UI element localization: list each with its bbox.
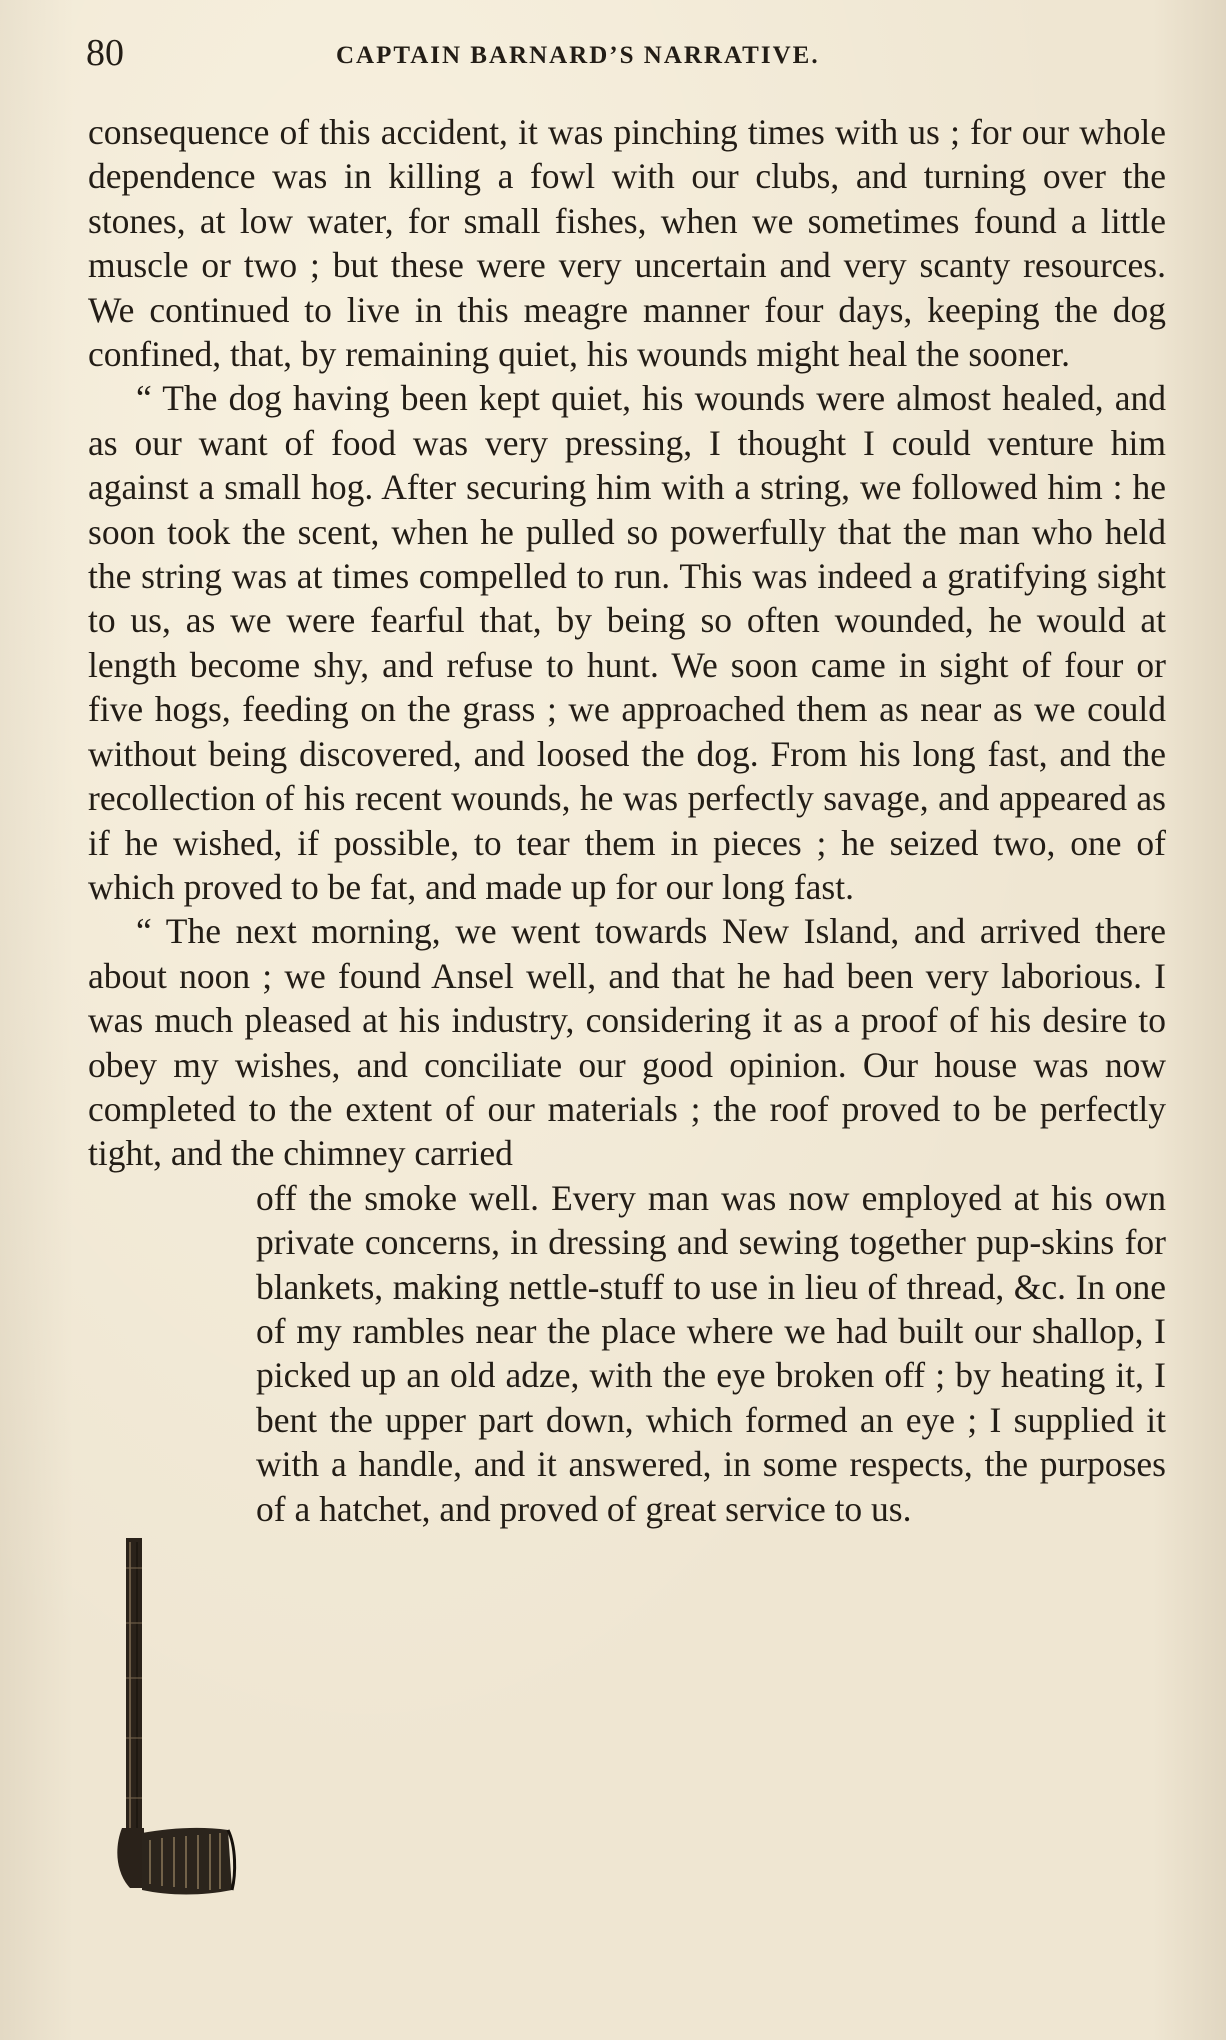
hatchet-illustration xyxy=(110,1528,240,1918)
paragraph-2: “ The dog having been kept quiet, his wounds were almost healed, and as our want of food was very pressing, I thought I could venture him against a small hog. After securing him with a string, we followed him : he soon took the scent, when he pulled so powerfully that the man who held the string was at times compelled to run. This was indeed a gratifying sight to us, as we were fearful that, by being so often wounded, he would at length become shy, and refuse to hunt. We soon came in sight of four or five hogs, feeding on the grass ; we approached them as near as we could without being discovered, and loosed the dog. From his long fast, and the recollection of his recent wounds, he was perfectly savage, and appeared as if he wished, if possible, to tear them in pieces ; he seized two, one of which proved to be fat, and made up for our long fast. xyxy=(88,378,1166,907)
paragraph-3-continued: off the smoke well. Every man was now employed at his own private concerns, in dressing and sewing together pup-skins for blankets, making nettle-stuff to use in lieu of thread, &c. In one of my rambles near the place where we had built our shallop, I picked up an old adze, with the eye broken off ; by heating it, I bent the upper part down, which formed an eye ; I supplied it with a handle, and it answered, in some respects, the purposes of a hatchet, and proved of great service to us. xyxy=(256,1177,1166,1529)
paragraph-3: “ The next morning, we went towards New Island, and arrived there about noon ; we found Ansel well, and that he had been very laborious. I was much pleased at his industry, considering it as a proof of his desire to obey my wishes, and conciliate our good opinion. Our house was now completed to the extent of our materials ; the roof proved to be perfectly tight, and the chimney carried xyxy=(88,911,1166,1174)
body-text xyxy=(88,110,1166,1531)
running-head: CAPTAIN BARNARD’S NARRATIVE. xyxy=(336,42,820,69)
page-header xyxy=(86,28,1166,78)
page-number: 80 xyxy=(86,32,124,74)
hatchet-icon xyxy=(110,1528,240,1918)
paragraph-1: consequence of this accident, it was pinching times with us ; for our whole dependence was in killing a fowl with our clubs, and turning over the stones, at low water, for small fishes, when we sometimes found a little muscle or two ; but these were very uncertain and very scanty resources. We continued to live in this meagre manner four days, keeping the dog confined, that, by remaining quiet, his wounds might heal the sooner. xyxy=(88,112,1166,375)
